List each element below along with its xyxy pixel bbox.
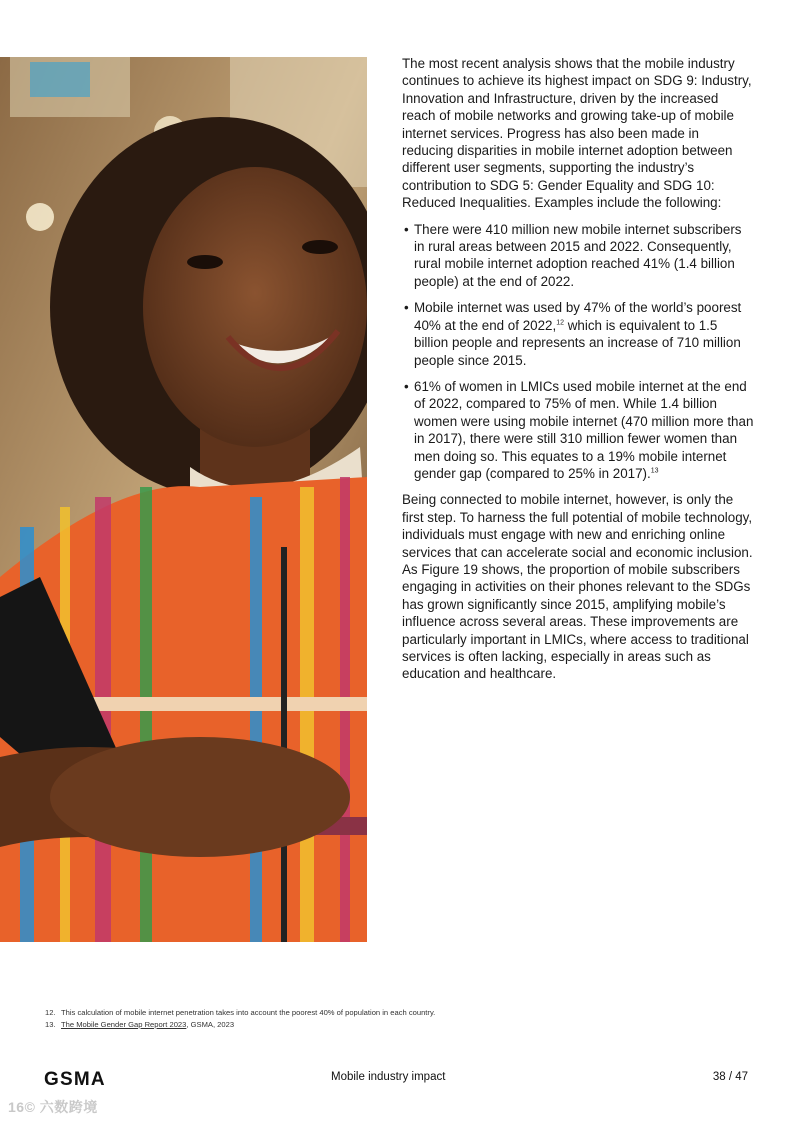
footnote-text: This calculation of mobile internet penetration takes into account the poorest 40% of population in each country. [61, 1008, 436, 1017]
footnote-number: 12. [45, 1008, 56, 1017]
woman-smiling-photo [0, 57, 367, 942]
footnotes [45, 1007, 745, 1030]
bullet-rural-adoption [402, 221, 754, 291]
bullet-text: There were 410 million new mobile internet subscribers in rural areas between 2015 and 2022. Consequently, rural mobile internet adoption reached 41% (1.4 billion people) at the end of 2022. [414, 221, 742, 289]
bullet-gender-gap [402, 378, 754, 482]
closing-paragraph: Being connected to mobile internet, however, is only the first step. To harness the full potential of mobile technology, individuals must engage with new and enriching online services that can accelerate social and economic inclusion. As Figure 19 shows, the proportion of mobile subscribers engaging in activities on their phones relevant to the SDGs has grown significantly since 2015, amplifying mobile’s influence across several areas. These improvements are particularly important in LMICs, where access to traditional services is often lacking, especially in areas such as education and healthcare. [402, 492, 753, 682]
impact-bullet-list [402, 221, 754, 483]
intro-paragraph: The most recent analysis shows that the mobile industry continues to achieve its highest impact on SDG 9: Industry, Innovation and Infrastructure, driven by the increased reach of mobile networks and growing take-up of mobile internet services. Progress has also been made in reducing disparities in mobile internet adoption between different user segments, supporting the industry’s contribution to SDG 5: Gender Equality and SDG 10: Reduced Inequalities. Examples include the following: [402, 56, 752, 211]
footnote-13 [45, 1019, 745, 1031]
watermark: 16© 六数跨境 [8, 1099, 98, 1115]
footnote-12 [45, 1007, 745, 1019]
page-number: 38 / 47 [712, 1071, 748, 1083]
footnote-ref-13[interactable]: 13 [650, 467, 659, 475]
gsma-logo: GSMA [44, 1069, 106, 1090]
bullet-text: Mobile internet was used by 47% of the world’s poorest 40% at the end of 2022, [414, 300, 742, 333]
bullet-text: which is equivalent to 1.5 billion people and represents an increase of 710 million people since 2015. [414, 317, 741, 368]
bullet-text: 61% of women in LMICs used mobile internet at the end of 2022, compared to 75% of men. While 1.4 billion women were using mobile internet (470 million more than in 2017), there were still 310 million fewer women than men doing so. This equates to a 19% mobile internet gender gap (compared to 25% in 2017). [414, 378, 754, 481]
body-text-column [402, 55, 754, 692]
hero-photo [0, 57, 367, 942]
page-footer [0, 1066, 793, 1090]
footnote-text: , GSMA, 2023 [186, 1019, 235, 1029]
footnote-ref-12[interactable]: 12 [556, 319, 565, 327]
gender-gap-report-link[interactable]: The Mobile Gender Gap Report 2023 [61, 1019, 187, 1029]
bullet-poorest-usage [402, 299, 754, 369]
section-title: Mobile industry impact [331, 1071, 446, 1083]
footnote-number: 13. [45, 1019, 56, 1029]
